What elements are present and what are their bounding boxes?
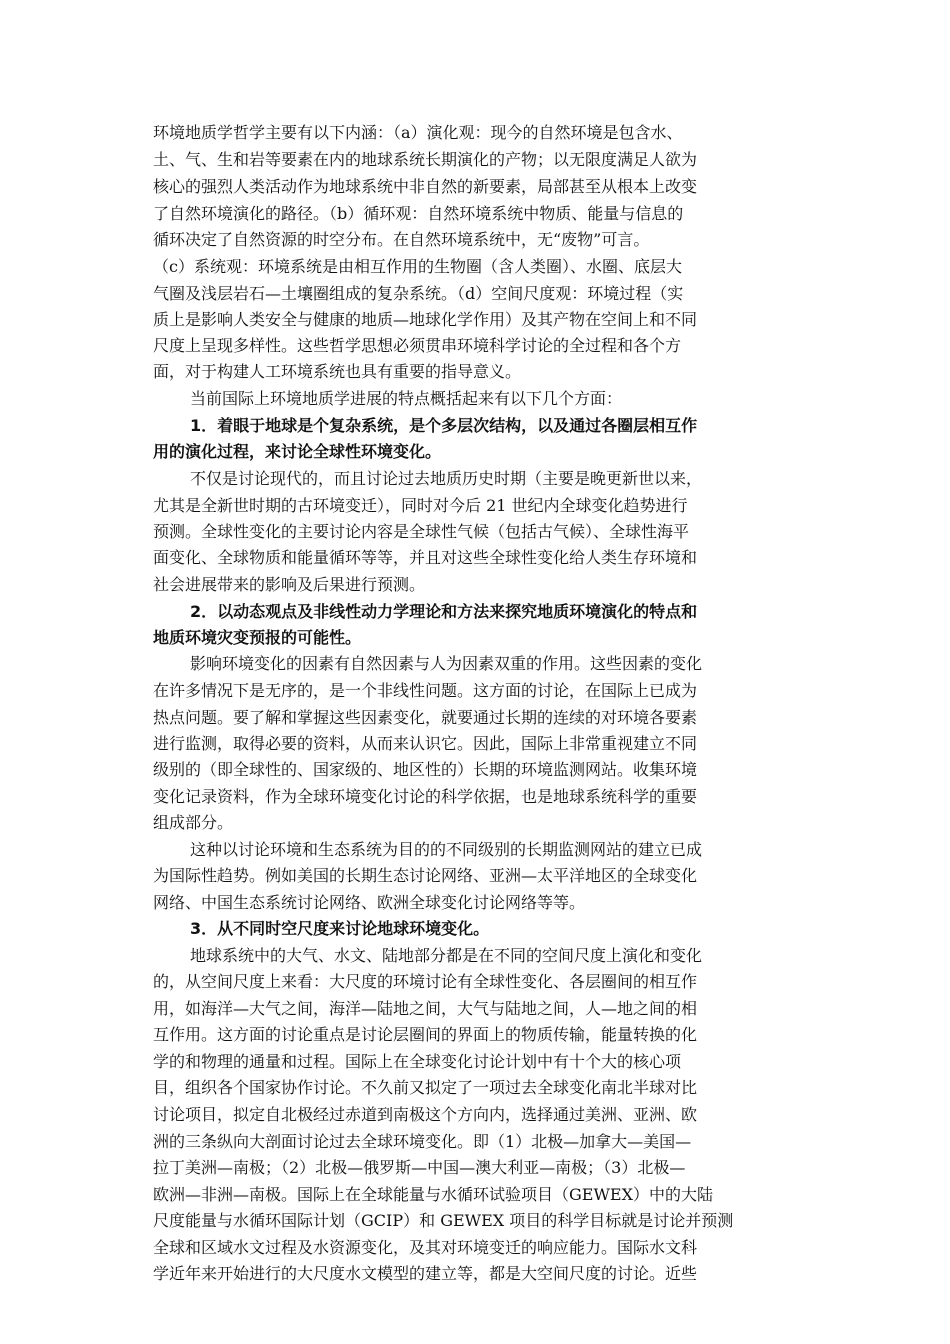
text-line: 组成部分。 [153, 813, 234, 832]
text-line: 网络、中国生态系统讨论网络、欧洲全球变化讨论网络等等。 [153, 893, 586, 912]
text-line: 学的和物理的通量和过程。国际上在全球变化讨论计划中有十个大的核心项 [153, 1052, 682, 1071]
text-line: 为国际性趋势。例如美国的长期生态讨论网络、亚洲—太平洋地区的全球变化 [153, 866, 698, 885]
text-line: 面变化、全球物质和能量循环等等，并且对这些全球性变化给人类生存环境和 [153, 548, 698, 567]
text-line: 这种以讨论环境和生态系统为目的的不同级别的长期监测网站的建立已成 [190, 840, 703, 859]
text-line: 了自然环境演化的路径。（b）循环观：自然环境系统中物质、能量与信息的 [153, 204, 684, 223]
text-line: 土、气、生和岩等要素在内的地球系统长期演化的产物；以无限度满足人欲为 [153, 150, 698, 169]
text-line: 尺度能量与水循环国际计划（GCIP）和 GEWEX 项目的科学目标就是讨论并预测 [153, 1211, 734, 1230]
text-line: 预测。全球性变化的主要讨论内容是全球性气候（包括古气候）、全球性海平 [153, 522, 690, 541]
text-line: 尤其是全新世时期的古环境变迁），同时对今后 21 世纪内全球变化趋势进行 [153, 496, 688, 515]
text-line: 全球和区域水文过程及水资源变化，及其对环境变迁的响应能力。国际水文科 [153, 1238, 698, 1257]
text-line: 用，如海洋—大气之间，海洋—陆地之间，大气与陆地之间，人—地之间的相 [153, 999, 698, 1018]
text-line: 学近年来开始进行的大尺度水文模型的建立等，都是大空间尺度的讨论。近些 [153, 1264, 698, 1283]
text-line: 社会进展带来的影响及后果进行预测。 [153, 575, 426, 594]
text-line: 气圈及浅层岩石—土壤圈组成的复杂系统。（d）空间尺度观：环境过程（实 [153, 284, 684, 303]
section-heading-1: 1．着眼于地球是个复杂系统，是个多层次结构，以及通过各圈层相互作 [190, 416, 698, 435]
text-line: 尺度上呈现多样性。这些哲学思想必须贯串环境科学讨论的全过程和各个方 [153, 336, 682, 355]
text-line: 目，组织各个国家协作讨论。不久前又拟定了一项过去全球变化南北半球对比 [153, 1078, 698, 1097]
text-line: 面，对于构建人工环境系统也具有重要的指导意义。 [153, 362, 522, 381]
text-line: 环境地质学哲学主要有以下内涵：（a）演化观：现今的自然环境是包含水、 [153, 123, 683, 142]
text-line: 变化记录资料，作为全球环境变化讨论的科学依据，也是地球系统科学的重要 [153, 787, 698, 806]
section-heading-2-cont: 地质环境灾变预报的可能性。 [153, 628, 362, 647]
text-line: 洲的三条纵向大剖面讨论过去全球环境变化。即（1）北极—加拿大—美国— [153, 1132, 692, 1151]
text-line [153, 1288, 795, 1312]
text-line: 循环决定了自然资源的时空分布。在自然环境系统中，无“废物”可言。 [153, 230, 650, 249]
text-line: 质上是影响人类安全与健康的地质—地球化学作用）及其产物在空间上和不同 [153, 310, 698, 329]
text-line: （c）系统观：环境系统是由相互作用的生物圈（含人类圈）、水圈、底层大 [153, 257, 682, 276]
section-heading-2: 2．以动态观点及非线性动力学理论和方法来探究地质环境演化的特点和 [190, 602, 698, 621]
text-line: 影响环境变化的因素有自然因素与人为因素双重的作用。这些因素的变化 [190, 654, 703, 673]
text-line: 在许多情况下是无序的，是一个非线性问题。这方面的讨论，在国际上已成为 [153, 681, 698, 700]
paragraph-lead: 当前国际上环境地质学进展的特点概括起来有以下几个方面： [190, 389, 623, 408]
text-line: 不仅是讨论现代的，而且讨论过去地质历史时期（主要是晚更新世以来， [190, 469, 703, 488]
text-line: 热点问题。要了解和掌握这些因素变化，就要通过长期的连续的对环境各要素 [153, 708, 698, 727]
text-line: 级别的（即全球性的、国家级的、地区性的）长期的环境监测网站。收集环境 [153, 760, 698, 779]
section-heading-1-cont: 用的演化过程，来讨论全球性环境变化。 [153, 442, 442, 461]
text-line: 地球系统中的大气、水文、陆地部分都是在不同的空间尺度上演化和变化 [190, 946, 703, 965]
text-line: 核心的强烈人类活动作为地球系统中非自然的新要素，局部甚至从根本上改变 [153, 177, 698, 196]
text-line: 进行监测，取得必要的资料，从而来认识它。因此，国际上非常重视建立不同 [153, 734, 698, 753]
text-line: 的，从空间尺度上来看：大尺度的环境讨论有全球性变化、各层圈间的相互作 [153, 972, 698, 991]
text-line: 拉丁美洲—南极；（2）北极—俄罗斯—中国—澳大利亚—南极；（3）北极— [153, 1158, 686, 1177]
text-line: 欧洲—非洲—南极。国际上在全球能量与水循环试验项目（GEWEX）中的大陆 [153, 1185, 713, 1204]
text-line: 互作用。这方面的讨论重点是讨论层圈间的界面上的物质传输，能量转换的化 [153, 1025, 698, 1044]
text-line: 讨论项目，拟定自北极经过赤道到南极这个方向内，选择通过美洲、亚洲、欧 [153, 1105, 698, 1124]
section-heading-3: 3．从不同时空尺度来讨论地球环境变化。 [190, 919, 490, 938]
